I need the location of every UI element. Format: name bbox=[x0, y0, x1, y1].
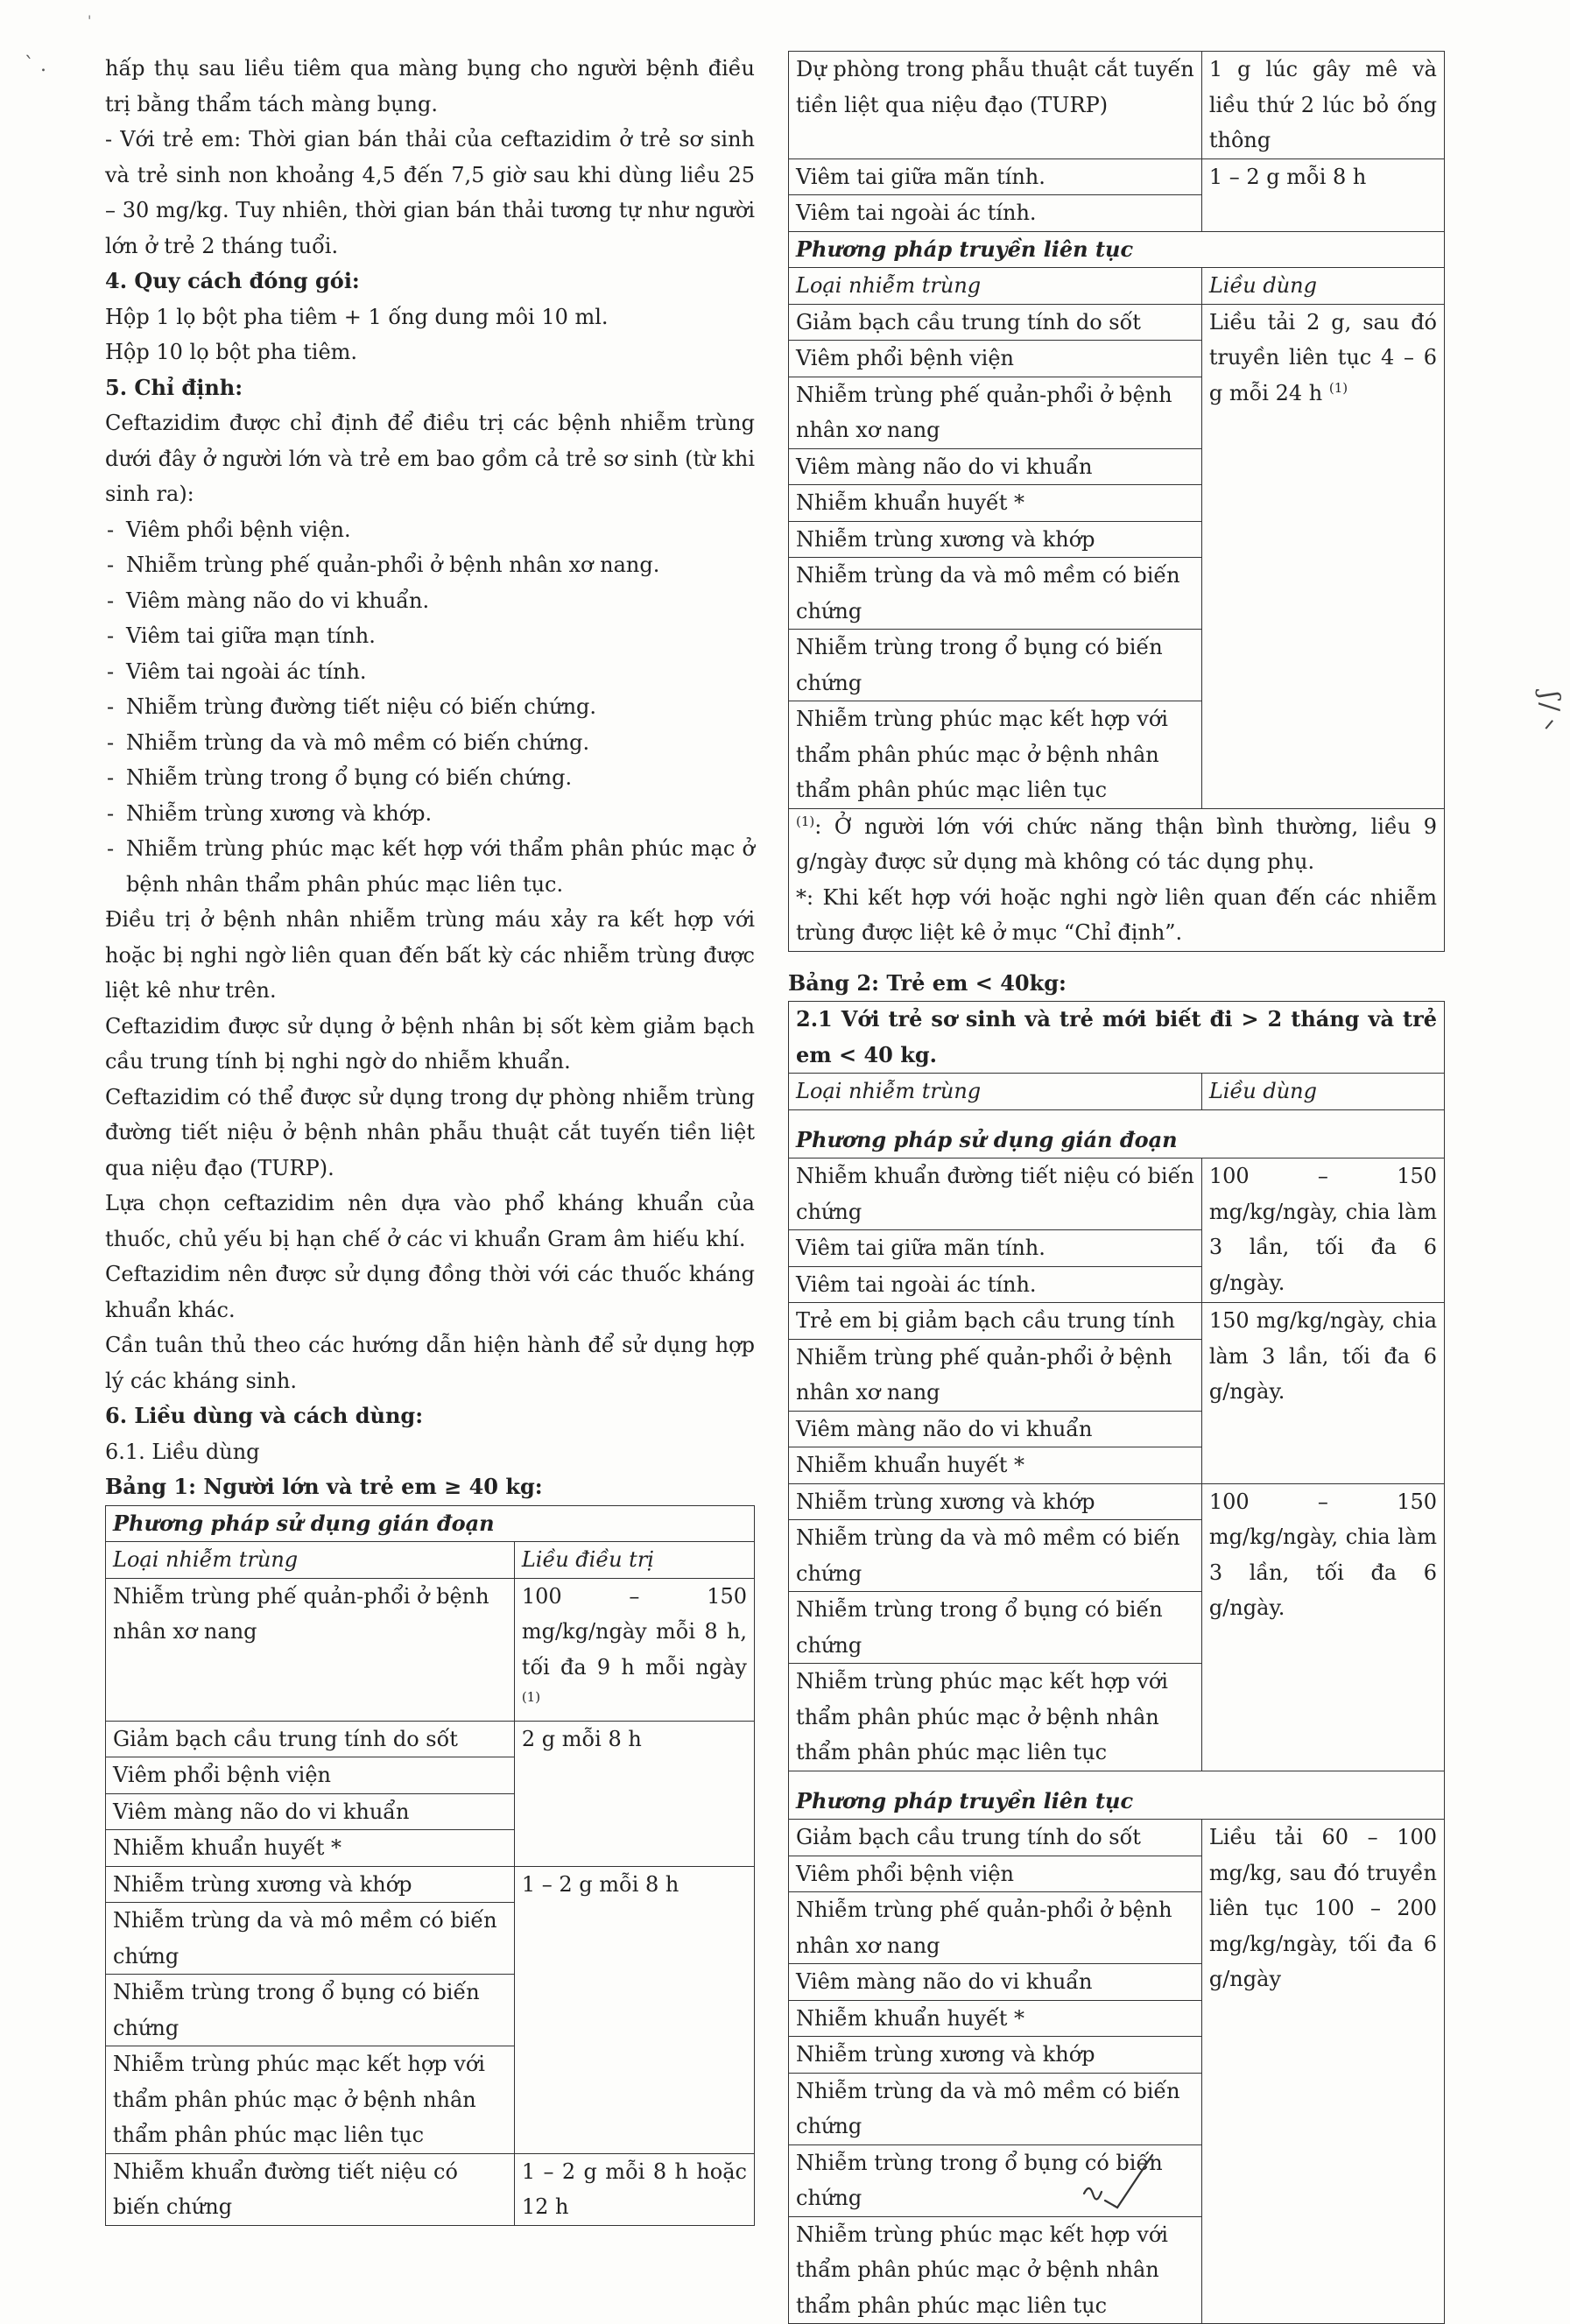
list-item: - Nhiễm trùng phế quản-phổi ở bệnh nhân xơ nang. bbox=[105, 547, 755, 583]
dosage-table-2 bbox=[788, 1001, 1445, 2324]
table-cell: Nhiễm trùng phúc mạc kết hợp với thẩm phân phúc mạc ở bệnh nhân thẩm phân phúc mạc liên tục bbox=[789, 2216, 1202, 2324]
table-cell: Nhiễm trùng xương và khớp bbox=[789, 2037, 1202, 2074]
table-column-header: Liều dùng bbox=[1201, 1074, 1444, 1110]
table-row bbox=[106, 1578, 755, 1721]
table-row bbox=[106, 1866, 755, 1903]
dose-cell: 1 – 2 g mỗi 8 h bbox=[1201, 158, 1444, 231]
dose-cell: 100 – 150 mg/kg/ngày, chia làm 3 lần, tối đa 6 g/ngày. bbox=[1201, 1483, 1444, 1771]
table-cell: Giảm bạch cầu trung tính do sốt bbox=[106, 1721, 515, 1757]
dose-cell: 1 g lúc gây mê và liều thứ 2 lúc bỏ ống thông bbox=[1201, 52, 1444, 159]
indication-paragraph: Ceftazidim nên được sử dụng đồng thời với các thuốc kháng khuẩn khác. bbox=[105, 1262, 755, 1322]
list-item: - Viêm màng não do vi khuẩn. bbox=[105, 583, 755, 619]
margin-dot: ' bbox=[88, 12, 92, 29]
table-cell: Nhiễm trùng trong ổ bụng có biến chứng bbox=[789, 1592, 1202, 1664]
table-cell: Viêm phổi bệnh viện bbox=[106, 1757, 515, 1794]
dose-text: Liều tải 2 g, sau đó truyền liên tục 4 – 6 g mỗi 24 h bbox=[1208, 309, 1437, 405]
footnote-marker: (1) bbox=[521, 1689, 541, 1705]
dose-cell: Liều tải 60 – 100 mg/kg, sau đó truyền liên tục 100 – 200 mg/kg/ngày, tối đa 6 g/ngày bbox=[1201, 1820, 1444, 2324]
table-cell: Nhiễm trùng xương và khớp bbox=[789, 1483, 1202, 1520]
page-edge-mark: ʃ/ᐟ bbox=[1534, 692, 1565, 750]
table-row bbox=[789, 52, 1445, 159]
table-row bbox=[789, 1483, 1445, 1520]
table-column-header: Loại nhiễm trùng bbox=[106, 1542, 515, 1579]
indication-list bbox=[105, 512, 755, 903]
table-cell: Viêm màng não do vi khuẩn bbox=[789, 1411, 1202, 1447]
indication-paragraph: Ceftazidim có thể được sử dụng trong dự phòng nhiễm trùng đường tiết niệu ở bệnh nhân phẫu thuật cắt tuyến tiền liệt qua niệu đạo (TURP). bbox=[105, 1084, 755, 1180]
dose-cell bbox=[1201, 304, 1444, 808]
table-2-header: 2.1 Với trẻ sơ sinh và trẻ mới biết đi > 2 tháng và trẻ em < 40 kg. bbox=[789, 1002, 1445, 1074]
table-cell: Nhiễm trùng phế quản-phổi ở bệnh nhân xơ nang bbox=[789, 377, 1202, 448]
table-method-header: Phương pháp sử dụng gián đoạn bbox=[789, 1109, 1445, 1158]
dose-text: 100 – 150 mg/kg/ngày mỗi 8 h, tối đa 9 h mỗi ngày bbox=[521, 1583, 747, 1680]
table-column-header: Liều điều trị bbox=[514, 1542, 754, 1579]
list-item: - Viêm tai ngoài ác tính. bbox=[105, 654, 755, 690]
table-row bbox=[106, 2153, 755, 2225]
table-row bbox=[789, 304, 1445, 341]
table-cell: Nhiễm khuẩn huyết * bbox=[789, 2000, 1202, 2037]
list-item: - Nhiễm trùng xương và khớp. bbox=[105, 796, 755, 832]
table-cell: Viêm màng não do vi khuẩn bbox=[106, 1793, 515, 1830]
packing-line-1: Hộp 1 lọ bột pha tiêm + 1 ống dung môi 10 ml. bbox=[105, 304, 609, 329]
table-cell: Viêm tai giữa mãn tính. bbox=[789, 1230, 1202, 1267]
table-cell: Nhiễm trùng da và mô mềm có biến chứng bbox=[789, 1520, 1202, 1592]
dose-cell: 1 – 2 g mỗi 8 h hoặc 12 h bbox=[514, 2153, 754, 2225]
list-item: - Viêm phổi bệnh viện. bbox=[105, 512, 755, 548]
table-cell: Nhiễm khuẩn huyết * bbox=[789, 485, 1202, 522]
table-cell: Trẻ em bị giảm bạch cầu trung tính bbox=[789, 1303, 1202, 1340]
dose-cell: 1 – 2 g mỗi 8 h bbox=[514, 1866, 754, 2153]
table-cell: Nhiễm trùng phế quản-phổi ở bệnh nhân xơ nang bbox=[789, 1892, 1202, 1964]
table-1-title: Bảng 1: Người lớn và trẻ em ≥ 40 kg: bbox=[105, 1474, 543, 1499]
list-item: - Nhiễm trùng trong ổ bụng có biến chứng. bbox=[105, 760, 755, 796]
dosage-table-1-continued bbox=[788, 51, 1445, 952]
table-cell: Nhiễm trùng da và mô mềm có biến chứng bbox=[106, 1903, 515, 1975]
table-row bbox=[789, 158, 1445, 195]
table-method-header: Phương pháp truyền liên tục bbox=[789, 1771, 1445, 1820]
section-6-1-heading: 6.1. Liều dùng bbox=[105, 1439, 260, 1464]
table-column-header: Liều dùng bbox=[1201, 268, 1444, 305]
table-cell: Nhiễm trùng xương và khớp bbox=[789, 521, 1202, 558]
footnote-text: *: Khi kết hợp với hoặc nghi ngờ liên quan đến các nhiễm trùng được liệt kê ở mục “Chỉ định”. bbox=[796, 884, 1437, 945]
margin-mark: ` . bbox=[25, 54, 46, 76]
table-cell: Nhiễm trùng phế quản-phổi ở bệnh nhân xơ nang bbox=[789, 1339, 1202, 1411]
table-cell: Nhiễm trùng phúc mạc kết hợp với thẩm phân phúc mạc ở bệnh nhân thẩm phân phúc mạc liên tục bbox=[789, 701, 1202, 809]
table-cell: Nhiễm trùng trong ổ bụng có biến chứng bbox=[789, 2144, 1202, 2216]
table-row bbox=[789, 1303, 1445, 1340]
indication-paragraph: Lựa chọn ceftazidim nên dựa vào phổ kháng khuẩn của thuốc, chủ yếu bị hạn chế ở các vi khuẩn Gram âm hiếu khí. bbox=[105, 1191, 755, 1251]
footnote-marker: (1) bbox=[1328, 379, 1348, 396]
table-cell: Nhiễm trùng trong ổ bụng có biến chứng bbox=[106, 1975, 515, 2046]
indication-paragraph: Điều trị ở bệnh nhân nhiễm trùng máu xảy ra kết hợp với hoặc bị nghi ngờ liên quan đến bất kỳ các nhiễm trùng được liệt kê như trên. bbox=[105, 907, 755, 1003]
indication-paragraph: Cần tuân thủ theo các hướng dẫn hiện hành để sử dụng hợp lý các kháng sinh. bbox=[105, 1333, 755, 1393]
table-method-header: Phương pháp sử dụng gián đoạn bbox=[106, 1505, 755, 1542]
table-cell: Giảm bạch cầu trung tính do sốt bbox=[789, 304, 1202, 341]
indication-paragraph: Ceftazidim được sử dụng ở bệnh nhân bị sốt kèm giảm bạch cầu trung tính bị nghi ngờ do nhiễm khuẩn. bbox=[105, 1013, 755, 1074]
table-footnote bbox=[789, 808, 1445, 951]
table-cell: Viêm màng não do vi khuẩn bbox=[789, 1964, 1202, 2001]
table-row bbox=[106, 1721, 755, 1757]
table-cell: Nhiễm khuẩn huyết * bbox=[106, 1830, 515, 1867]
table-cell: Nhiễm khuẩn đường tiết niệu có biến chứng bbox=[106, 2153, 515, 2225]
right-column bbox=[788, 51, 1445, 2324]
footnote-marker: (1) bbox=[796, 813, 815, 829]
table-cell: Nhiễm trùng phúc mạc kết hợp với thẩm phân phúc mạc ở bệnh nhân thẩm phân phúc mạc liên tục bbox=[789, 1664, 1202, 1771]
table-cell: Viêm phổi bệnh viện bbox=[789, 341, 1202, 377]
indication-intro: Ceftazidim được chỉ định để điều trị các bệnh nhiễm trùng dưới đây ở người lớn và trẻ em bao gồm cả trẻ sơ sinh (từ khi sinh ra): bbox=[105, 411, 755, 506]
table-cell: Nhiễm khuẩn huyết * bbox=[789, 1447, 1202, 1484]
signature-mark bbox=[1079, 2150, 1158, 2220]
list-item: - Nhiễm trùng phúc mạc kết hợp với thẩm phân phúc mạc ở bệnh nhân thẩm phân phúc mạc liên tục. bbox=[105, 831, 755, 902]
section-4-heading: 4. Quy cách đóng gói: bbox=[105, 268, 360, 293]
dose-cell: 150 mg/kg/ngày, chia làm 3 lần, tối đa 6 g/ngày. bbox=[1201, 1303, 1444, 1484]
dosage-table-1 bbox=[105, 1505, 755, 2226]
table-cell: Nhiễm trùng da và mô mềm có biến chứng bbox=[789, 558, 1202, 630]
table-column-header: Loại nhiễm trùng bbox=[789, 1074, 1202, 1110]
table-cell: Nhiễm trùng xương và khớp bbox=[106, 1866, 515, 1903]
section-6-heading: 6. Liều dùng và cách dùng: bbox=[105, 1403, 424, 1428]
dose-cell bbox=[514, 1578, 754, 1721]
table-row bbox=[789, 1158, 1445, 1230]
table-cell: Nhiễm khuẩn đường tiết niệu có biến chứng bbox=[789, 1158, 1202, 1230]
table-method-header: Phương pháp truyền liên tục bbox=[789, 231, 1445, 268]
table-column-header: Loại nhiễm trùng bbox=[789, 268, 1202, 305]
table-row bbox=[789, 1820, 1445, 1856]
list-item: - Nhiễm trùng đường tiết niệu có biến chứng. bbox=[105, 689, 755, 725]
left-column bbox=[105, 51, 755, 2226]
table-cell: Viêm màng não do vi khuẩn bbox=[789, 448, 1202, 485]
dose-cell: 100 – 150 mg/kg/ngày, chia làm 3 lần, tối đa 6 g/ngày. bbox=[1201, 1158, 1444, 1303]
packing-line-2: Hộp 10 lọ bột pha tiêm. bbox=[105, 340, 358, 364]
table-cell: Nhiễm trùng phế quản-phổi ở bệnh nhân xơ nang bbox=[106, 1578, 515, 1721]
list-item: - Viêm tai giữa mạn tính. bbox=[105, 618, 755, 654]
table-cell: Nhiễm trùng da và mô mềm có biến chứng bbox=[789, 2073, 1202, 2144]
table-cell: Dự phòng trong phẫu thuật cắt tuyến tiền liệt qua niệu đạo (TURP) bbox=[789, 52, 1202, 159]
intro-paragraph-1: hấp thụ sau liều tiêm qua màng bụng cho người bệnh điều trị bằng thẩm tách màng bụng. bbox=[105, 56, 755, 116]
table-cell: Viêm tai ngoài ác tính. bbox=[789, 1266, 1202, 1303]
table-cell: Giảm bạch cầu trung tính do sốt bbox=[789, 1820, 1202, 1856]
table-cell: Viêm tai giữa mãn tính. bbox=[789, 158, 1202, 195]
list-item: - Nhiễm trùng da và mô mềm có biến chứng. bbox=[105, 725, 755, 761]
section-5-heading: 5. Chỉ định: bbox=[105, 374, 243, 400]
table-cell: Viêm phổi bệnh viện bbox=[789, 1856, 1202, 1892]
footnote-text: : Ở người lớn với chức năng thận bình thường, liều 9 g/ngày được sử dụng mà không có tác dụng phụ. bbox=[796, 813, 1437, 874]
table-cell: Nhiễm trùng trong ổ bụng có biến chứng bbox=[789, 630, 1202, 701]
intro-paragraph-2: - Với trẻ em: Thời gian bán thải của ceftazidim ở trẻ sơ sinh và trẻ sinh non khoảng 4,5 đến 7,5 giờ sau khi dùng liều 25 – 30 mg/kg. Tuy nhiên, thời gian bán thải tương tự như người lớn ở trẻ 2 tháng tuổi. bbox=[105, 127, 755, 258]
table-cell: Viêm tai ngoài ác tính. bbox=[789, 195, 1202, 232]
dose-cell: 2 g mỗi 8 h bbox=[514, 1721, 754, 1866]
table-cell: Nhiễm trùng phúc mạc kết hợp với thẩm phân phúc mạc ở bệnh nhân thẩm phân phúc mạc liên tục bbox=[106, 2046, 515, 2154]
table-2-title: Bảng 2: Trẻ em < 40kg: bbox=[788, 969, 1067, 996]
